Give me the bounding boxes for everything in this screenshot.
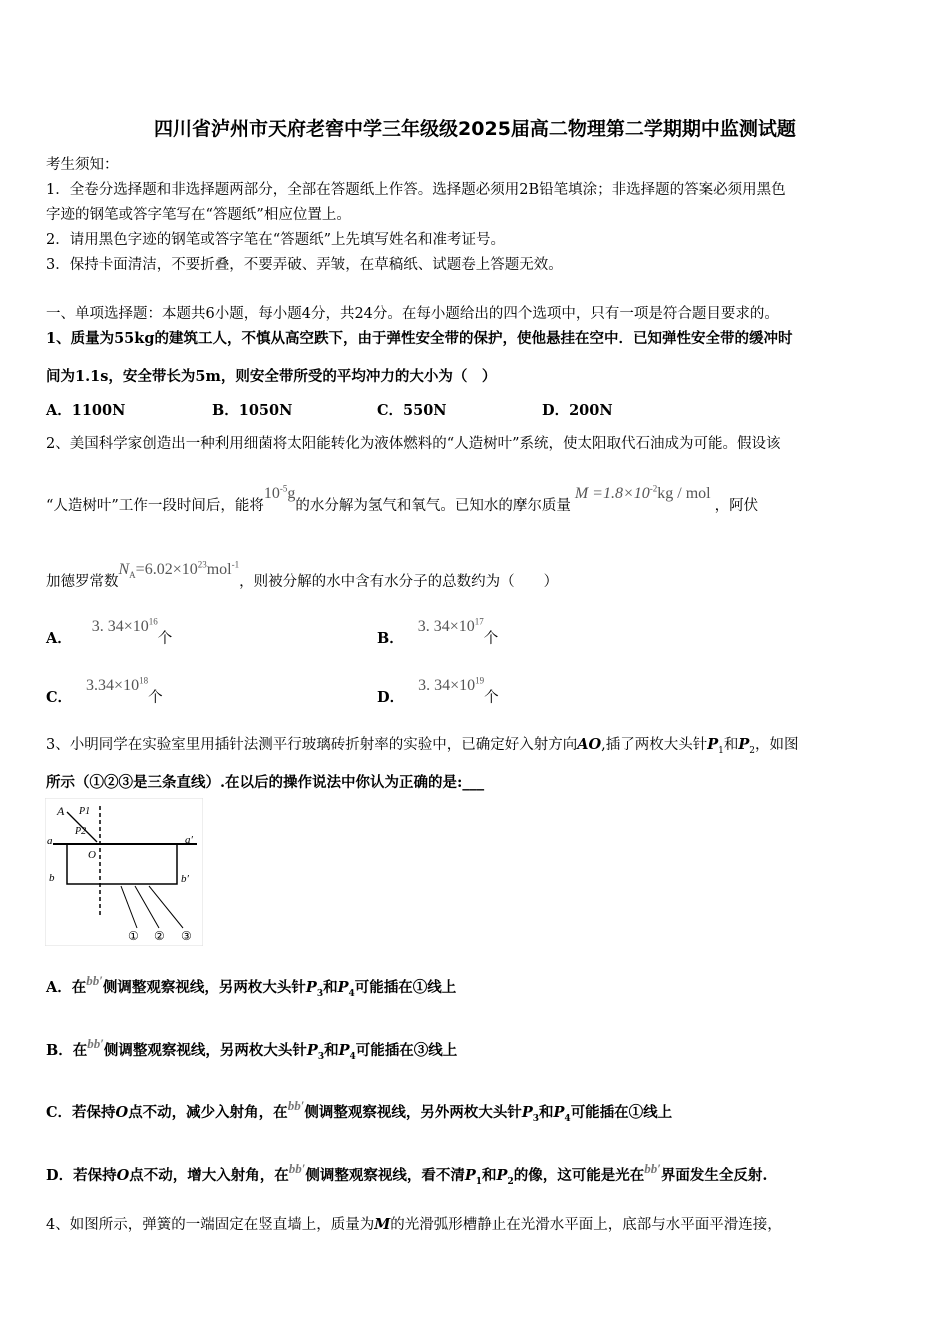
q3-option-c-o: O	[115, 1104, 129, 1121]
fig-label-line-2: ②	[154, 929, 165, 943]
page-title: 四川省泸州市天府老窖中学三年级级2025届高二物理第二学期期中监测试题	[154, 118, 796, 140]
q2-na-sub: A	[129, 570, 136, 581]
q2-molar-unit: kg / mol	[657, 485, 711, 502]
q4-line1-text-a: 4、如图所示，弹簧的一端固定在竖直墙上，质量为	[46, 1217, 375, 1233]
q3-p1: P	[707, 736, 719, 753]
q3-option-b-and: 和	[324, 1042, 339, 1059]
q3-option-d-p1-sub: 1	[475, 1176, 483, 1187]
q2-line3-text-a: 加德罗常数	[46, 574, 119, 590]
q3-option-d-p2: P	[496, 1167, 508, 1184]
q3-line2: 所示（①②③是三条直线）.在以后的操作说法中你认为正确的是:___	[46, 774, 485, 791]
q3-option-d-text2: 的像，这可能是光在	[513, 1167, 645, 1184]
q4-m: M	[374, 1216, 391, 1233]
q3-option-c	[46, 1098, 673, 1124]
q2-line2	[46, 482, 759, 514]
q3-option-c-p4: P	[553, 1104, 565, 1121]
q3-option-b-p4-sub: 4	[349, 1051, 356, 1062]
notice-item-1: 1．全卷分选择题和非选择题两部分，全部在答题纸上作答。选择题必须用2B铅笔填涂；非选择题的答案必须用黑色	[46, 182, 786, 198]
fig-label-a-prime: a′	[185, 834, 193, 846]
q2-line3	[46, 558, 559, 590]
q3-option-c-text2: 可能插在①线上	[570, 1104, 673, 1121]
q2-option-a-value	[92, 618, 158, 635]
q3-option-a-label: A．在	[46, 979, 87, 996]
q2-formula-mass	[264, 485, 296, 502]
q3-option-c-text1: 侧调整观察视线，另外两枚大头针	[304, 1104, 522, 1121]
q2-line2-text-b: 的水分解为氢气和氧气。已知水的摩尔质量	[295, 498, 571, 514]
q2-option-c-value	[86, 677, 148, 694]
fig-label-o: O	[88, 849, 96, 861]
q3-option-c-and: 和	[539, 1104, 554, 1121]
q2-line2-text-a: “人造树叶”工作一段时间后，能将	[46, 498, 264, 514]
fig-label-p2: P2	[75, 826, 87, 837]
q2-option-d-base: 3. 34×10	[418, 677, 476, 694]
q3-option-b-text2: 可能插在③线上	[355, 1042, 458, 1059]
fig-label-a-point: A	[57, 804, 65, 818]
q3-option-a-and: 和	[323, 979, 338, 996]
fig-label-b-prime: b′	[181, 873, 189, 885]
q3-option-b	[46, 1036, 458, 1062]
q3-p1-sub: 1	[718, 745, 724, 756]
q3-option-c-p4-sub: 4	[564, 1113, 571, 1124]
q2-mass-base: 10	[263, 485, 280, 502]
q2-na-symbol: N	[118, 561, 130, 578]
notice-item-2: 2．请用黑色字迹的钢笔或答字笔在“答题纸”上先填写姓名和准考证号。	[46, 232, 506, 248]
q2-molar-exp: -2	[649, 483, 658, 494]
q2-option-c	[46, 674, 163, 706]
q2-option-b-value	[418, 618, 484, 635]
q2-option-d-exp: 19	[475, 675, 485, 686]
q2-line2-text-c: ，阿伏	[714, 498, 759, 514]
q1-option-d: D．200N	[542, 402, 613, 419]
q2-option-a-unit: 个	[157, 631, 173, 647]
q3-option-d-bb: bb′	[288, 1161, 306, 1176]
q1-line1: 1、质量为55kg的建筑工人，不慎从高空跌下，由于弹性安全带的保护，使他悬挂在空中．已知弹性安全带的缓冲时	[46, 330, 793, 347]
q2-na-unit-exp: -1	[231, 559, 240, 570]
q3-option-a	[46, 973, 457, 999]
q3-option-c-bb: bb′	[287, 1098, 305, 1113]
q2-option-d	[377, 674, 499, 706]
q3-option-b-text1: 侧调整观察视线，另两枚大头针	[103, 1042, 307, 1059]
q2-option-a	[46, 615, 173, 647]
fig-label-a: a	[47, 835, 53, 847]
q1-option-c: C．550N	[377, 402, 447, 419]
q3-option-b-bb: bb′	[87, 1036, 104, 1051]
q2-option-c-exp: 18	[139, 675, 149, 686]
q2-option-d-unit: 个	[484, 690, 499, 706]
q3-option-d-p1: P	[464, 1167, 476, 1184]
q3-option-c-p3: P	[521, 1104, 533, 1121]
q3-and: 和	[723, 737, 739, 753]
q2-mass-unit: g	[287, 485, 296, 502]
q3-option-d-bb2: bb′	[644, 1161, 661, 1176]
q3-option-c-text0: 点不动，减少入射角，在	[128, 1104, 288, 1121]
q3-line1	[46, 733, 799, 756]
fig-label-line-1: ①	[128, 929, 139, 943]
q3-line1-text-b: ,插了两枚大头针	[601, 737, 708, 753]
q2-formula-avogadro	[118, 559, 240, 581]
notice-item-1-cont: 字迹的钢笔或答字笔写在“答题纸”相应位置上。	[46, 207, 351, 223]
q3-p2: P	[738, 736, 750, 753]
q3-ao: AO	[577, 736, 602, 753]
q2-option-a-base: 3. 34×10	[91, 618, 149, 635]
q3-p2-sub: 2	[749, 745, 756, 756]
q3-option-a-p4: P	[337, 979, 349, 996]
q3-option-b-p4: P	[338, 1042, 350, 1059]
q2-option-a-label: A．	[46, 630, 72, 647]
q3-option-a-bb: bb′	[86, 973, 103, 988]
fig-label-b: b	[49, 872, 55, 884]
q3-line1-text-c: ，如图	[755, 737, 799, 753]
q1-option-a: A．1100N	[46, 402, 126, 419]
q4-line1	[46, 1213, 782, 1234]
q3-option-a-p3: P	[305, 979, 317, 996]
q3-option-b-label: B．在	[46, 1042, 88, 1059]
q3-option-d	[46, 1161, 768, 1187]
q2-option-a-exp: 16	[148, 616, 158, 627]
q3-option-a-p3-sub: 3	[316, 988, 324, 999]
glass-brick-figure	[45, 798, 203, 946]
q2-option-c-label: C．	[46, 689, 73, 706]
q3-option-d-and: 和	[482, 1167, 497, 1184]
section-heading: 一、单项选择题：本题共6小题，每小题4分，共24分。在每小题给出的四个选项中，只有一项是符合题目要求的。	[46, 306, 779, 322]
q2-option-b-label: B．	[377, 630, 404, 647]
q3-option-a-p4-sub: 4	[348, 988, 355, 999]
notice-heading: 考生须知：	[46, 157, 119, 173]
q2-molar-base: M =1.8×10	[574, 485, 650, 502]
q2-mass-exp: -5	[279, 483, 288, 494]
q2-option-d-value	[418, 677, 484, 694]
q3-option-b-p3-sub: 3	[317, 1051, 325, 1062]
q1-line2: 间为1.1s，安全带长为5m，则安全带所受的平均冲力的大小为（ ）	[46, 368, 497, 385]
q1-option-b: B．1050N	[212, 402, 293, 419]
q4-line1-text-b: 的光滑弧形槽静止在光滑水平面上，底部与水平面平滑连接，	[390, 1217, 782, 1233]
q2-option-b	[377, 615, 499, 647]
q2-line1: 2、美国科学家创造出一种利用细菌将太阳能转化为液体燃料的“人造树叶”系统，使太阳取代石油成为可能。假设该	[46, 436, 781, 452]
fig-label-line-3: ③	[181, 929, 192, 943]
q3-option-d-text3: 界面发生全反射.	[660, 1167, 768, 1184]
q2-option-b-exp: 17	[474, 616, 484, 627]
q2-option-d-label: D．	[377, 689, 405, 706]
q2-option-c-base: 3.34×10	[86, 677, 140, 694]
q2-na-unit: mol	[206, 561, 232, 578]
q3-option-a-text2: 可能插在①线上	[354, 979, 457, 996]
q3-option-d-text0: 点不动，增大入射角，在	[129, 1167, 289, 1184]
notice-item-3: 3．保持卡面清洁，不要折叠，不要弄破、弄皱，在草稿纸、试题卷上答题无效。	[46, 257, 563, 273]
q2-option-b-base: 3. 34×10	[417, 618, 475, 635]
q3-option-a-text1: 侧调整观察视线，另两枚大头针	[102, 979, 306, 996]
q3-option-d-o: O	[116, 1167, 130, 1184]
q3-option-c-p3-sub: 3	[532, 1113, 540, 1124]
fig-label-p1: P1	[79, 806, 91, 817]
q2-na-value: =6.02×10	[135, 561, 198, 578]
q3-option-c-label: C．若保持	[46, 1104, 116, 1121]
q2-line3-text-b: ，则被分解的水中含有水分子的总数约为（ ）	[239, 574, 559, 590]
q2-option-b-unit: 个	[483, 631, 499, 647]
q3-line1-text-a: 3、小明同学在实验室里用插针法测平行玻璃砖折射率的实验中，已确定好入射方向	[46, 737, 578, 753]
q3-option-b-p3: P	[306, 1042, 318, 1059]
q3-option-d-label: D．若保持	[46, 1167, 117, 1184]
q3-option-d-p2-sub: 2	[507, 1176, 514, 1187]
q2-option-c-unit: 个	[148, 690, 163, 706]
q2-formula-molar-mass	[575, 485, 711, 502]
q3-option-d-text1: 侧调整观察视线，看不清	[305, 1167, 465, 1184]
q2-na-exp: 23	[197, 559, 207, 570]
